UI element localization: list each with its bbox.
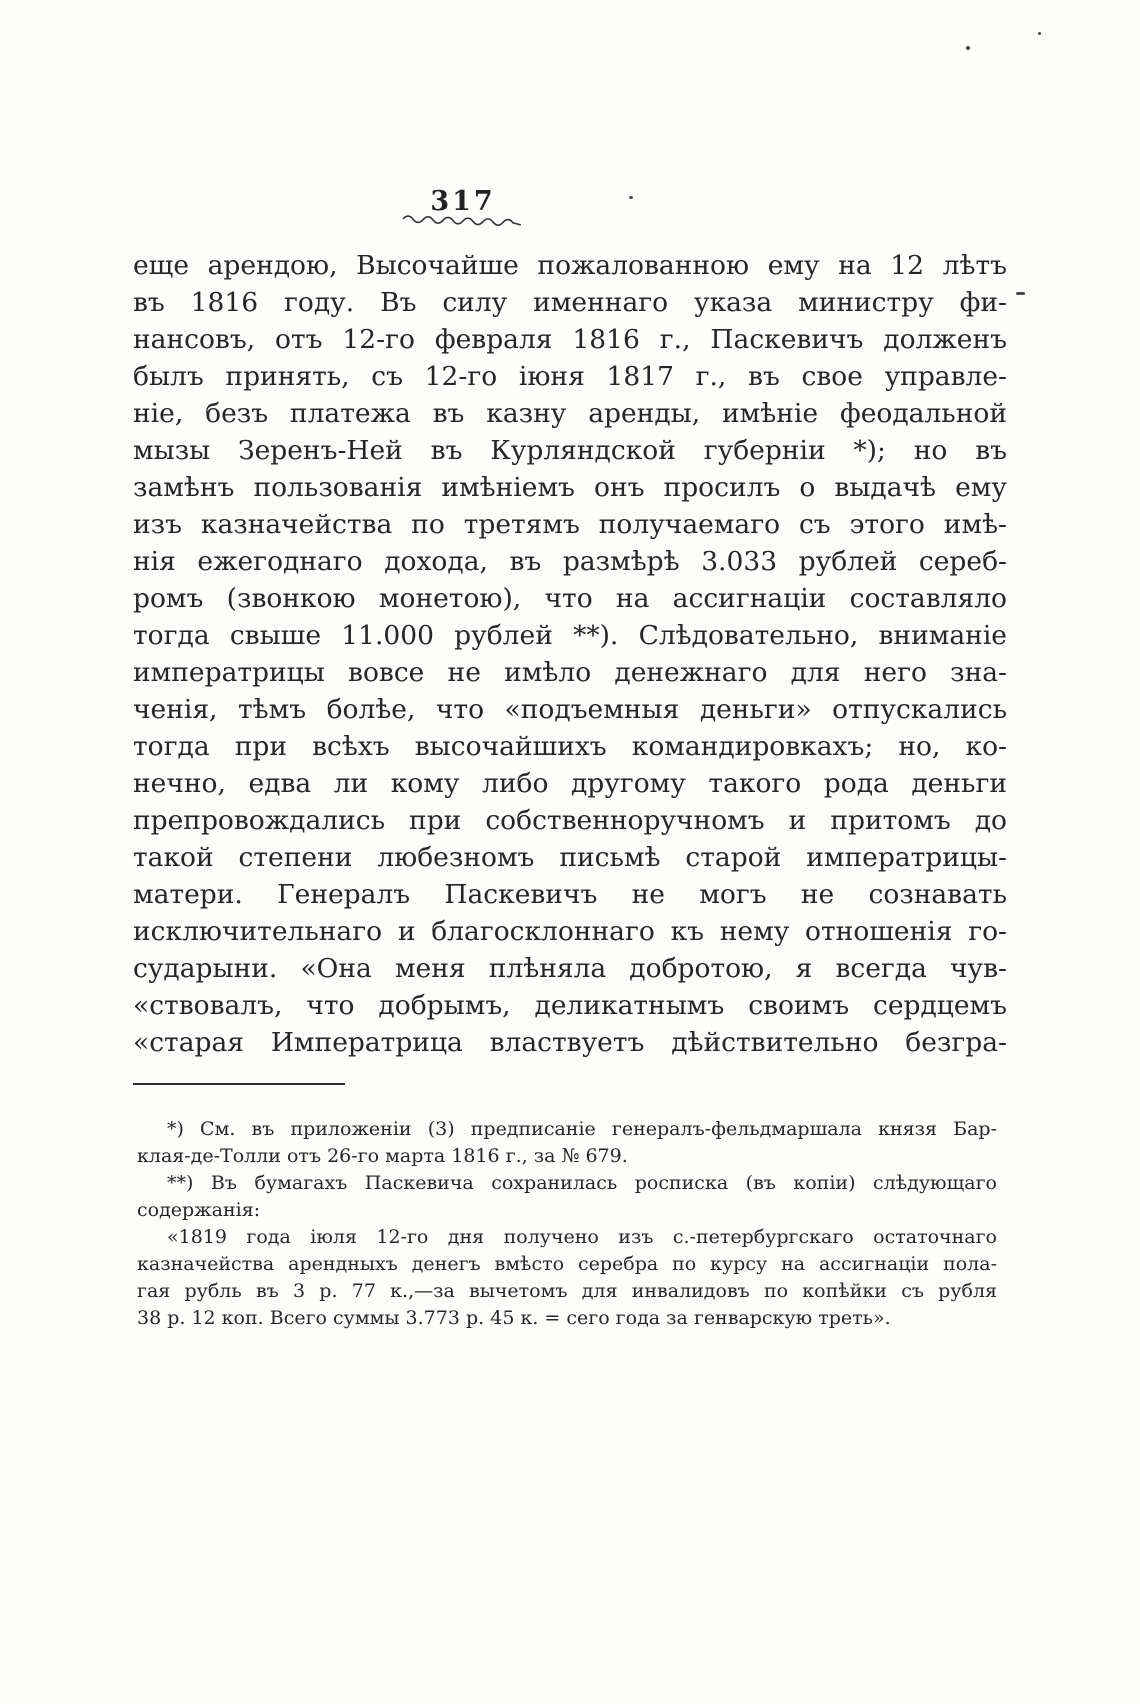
text-line: былъ принять, съ 12-го іюня 1817 г., въ свое управле- xyxy=(133,361,1007,392)
page-header xyxy=(388,186,538,227)
footnote-separator xyxy=(133,1083,345,1085)
text-line: императрицы вовсе не имѣло денежнаго для него зна- xyxy=(133,657,1007,688)
footnote-line: клая-де-Толли отъ 26-го марта 1816 г., за № 679. xyxy=(137,1145,628,1167)
text-line: тогда свыше 11.000 рублей **). Слѣдовательно, вниманіе xyxy=(133,620,1007,651)
scan-speck xyxy=(629,196,633,199)
footnotes-block xyxy=(137,1116,997,1332)
text-line: сударыни. «Она меня плѣняла добротою, я всегда чув- xyxy=(133,953,1007,984)
text-line: такой степени любезномъ письмѣ старой императрицы- xyxy=(133,842,1007,873)
text-line: въ 1816 году. Въ силу именнаго указа министру фи- xyxy=(133,287,1007,318)
scan-speck xyxy=(1038,32,1041,35)
text-line: тогда при всѣхъ высочайшихъ командировкахъ; но, ко- xyxy=(133,731,1007,762)
scan-speck xyxy=(1016,292,1025,295)
text-line: мызы Зеренъ-Ней въ Курляндской губерніи *); но въ xyxy=(133,435,1007,466)
text-line: «ствовалъ, что добрымъ, деликатнымъ своимъ сердцемъ xyxy=(133,990,1007,1021)
footnote-line: «1819 года іюля 12-го дня получено изъ с.-петербургскаго остаточнаго xyxy=(167,1226,997,1248)
footnote-line: казначейства арендныхъ денегъ вмѣсто серебра по курсу на ассигнаціи пола- xyxy=(137,1253,997,1275)
text-line: изъ казначейства по третямъ получаемаго съ этого имѣ- xyxy=(133,509,1007,540)
text-line: ромъ (звонкою монетою), что на ассигнаціи составляло xyxy=(133,583,1007,614)
page-number: 317 xyxy=(430,186,496,217)
text-line: препровождались при собственноручномъ и притомъ до xyxy=(133,805,1007,836)
main-text-block xyxy=(133,247,1007,1061)
text-line: ченія, тѣмъ болѣе, что «подъемныя деньги» отпускались xyxy=(133,694,1007,725)
footnote-line: *) См. въ приложеніи (3) предписаніе генералъ-фельдмаршала князя Бар- xyxy=(167,1118,997,1140)
scan-speck xyxy=(966,46,970,50)
text-line: нансовъ, отъ 12-го февраля 1816 г., Паскевичъ долженъ xyxy=(133,324,1007,355)
text-line: исключительнаго и благосклоннаго къ нему отношенія го- xyxy=(133,916,1007,947)
text-line: ніе, безъ платежа въ казну аренды, имѣніе феодальной xyxy=(133,398,1007,429)
footnote-line: гая рубль въ 3 р. 77 к.,—за вычетомъ для инвалидовъ по копѣйки съ рубля xyxy=(137,1280,997,1302)
text-line: еще арендою, Высочайше пожалованною ему на 12 лѣтъ xyxy=(133,250,1007,281)
footnote-line: 38 р. 12 коп. Всего суммы 3.773 р. 45 к. = сего года за генварскую треть». xyxy=(137,1307,891,1329)
footnote-line: **) Въ бумагахъ Паскевича сохранилась росписка (въ копіи) слѣдующаго xyxy=(167,1172,997,1194)
footnote-line: содержанія: xyxy=(137,1199,261,1221)
text-line: нечно, едва ли кому либо другому такого рода деньги xyxy=(133,768,1007,799)
text-line: замѣнъ пользованія имѣніемъ онъ просилъ о выдачѣ ему xyxy=(133,472,1007,503)
text-line: нія ежегоднаго дохода, въ размѣрѣ 3.033 рублей сереб- xyxy=(133,546,1007,577)
text-line: «старая Императрица властвуетъ дѣйствительно безгра- xyxy=(133,1027,1007,1058)
text-line: матери. Генералъ Паскевичъ не могъ не сознавать xyxy=(133,879,1007,910)
